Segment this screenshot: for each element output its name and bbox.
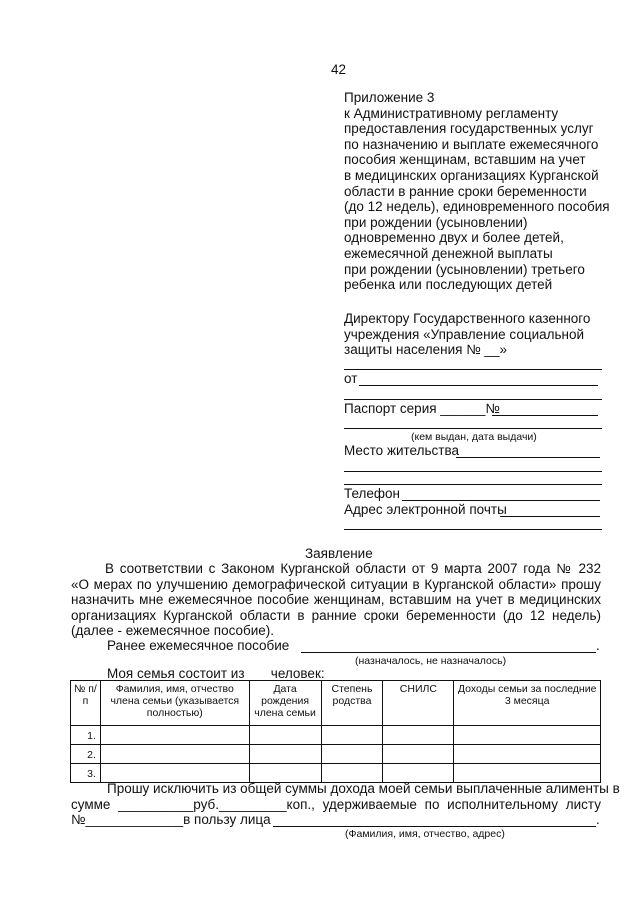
blank-line[interactable]: [344, 399, 602, 400]
paragraph-line: назначить мне ежемесячное пособие женщинам, вставшим на учет в медицинских: [71, 592, 601, 608]
cell-snils[interactable]: [383, 764, 454, 783]
cell-name[interactable]: [100, 726, 249, 745]
appendix-line: ежемесячной денежной выплаты: [344, 245, 553, 261]
cell-birthdate[interactable]: [249, 726, 321, 745]
cell-relation[interactable]: [321, 764, 383, 783]
appendix-line: одновременно двух и более детей,: [344, 230, 564, 246]
cell-relation[interactable]: [321, 745, 383, 764]
col-header-birthdate: Дата рождения члена семьи: [249, 681, 321, 726]
col-header-income: Доходы семьи за последние 3 месяца: [454, 681, 601, 726]
table-row: [71, 764, 601, 783]
appendix-line: в медицинских организациях Курганской: [344, 167, 599, 183]
cell-birthdate[interactable]: [249, 745, 321, 764]
alimony-line: №_____________в пользу лица: [71, 812, 271, 827]
appendix-line: предоставления государственных услуг: [344, 121, 594, 137]
issued-note: (кем выдан, дата выдачи): [411, 431, 537, 443]
earlier-note: (назначалось, не назначалось): [355, 655, 507, 667]
earlier-field[interactable]: [301, 652, 596, 653]
paragraph-line: «О мерах по улучшению демографической ситуации в Курганской области» прошу: [71, 576, 601, 592]
paragraph-line: В соответствии с Законом Курганской области от 9 марта 2007 года № 232: [105, 561, 601, 576]
col-header-name: Фамилия, имя, отчество члена семьи (указывается полностью): [100, 681, 249, 726]
addressee-line: Директору Государственного казенного: [344, 311, 591, 326]
row-number: 2.: [71, 745, 101, 764]
alimony-line: Прошу исключить из общей суммы дохода моей семьи выплаченные алименты в: [107, 781, 620, 796]
appendix-header: [344, 90, 610, 293]
passport-number-field[interactable]: [492, 415, 598, 416]
cell-snils[interactable]: [383, 726, 454, 745]
from-label: от: [344, 371, 358, 386]
paragraph-line: организациях Курганской области в ранние сроки беременности (до 12 недель): [71, 607, 601, 623]
statement-title: Заявление: [305, 546, 373, 561]
cell-income[interactable]: [454, 764, 601, 783]
residence-field[interactable]: [456, 457, 600, 458]
table-row: [71, 726, 601, 745]
statement-paragraph: [71, 561, 601, 639]
cell-name[interactable]: [100, 745, 249, 764]
residence-field-3[interactable]: [344, 484, 602, 485]
beneficiary-note: (Фамилия, имя, отчество, адрес): [345, 828, 505, 840]
appendix-line: Приложение 3: [344, 90, 435, 105]
addressee-line: учреждения «Управление социальной: [344, 326, 585, 342]
family-label: Моя семья состоит из ___человек:: [107, 666, 325, 681]
table-row: [71, 745, 601, 764]
phone-field[interactable]: [402, 500, 600, 501]
appendix-line: по назначению и выплате ежемесячного: [344, 136, 599, 152]
cell-income[interactable]: [454, 745, 601, 764]
appendix-line: пособия женщинам, вставшим на учет: [344, 152, 586, 168]
cell-income[interactable]: [454, 726, 601, 745]
phone-label: Телефон: [344, 486, 401, 501]
appendix-line: при рождении (усыновлении) третьего: [344, 261, 585, 277]
email-field[interactable]: [500, 516, 600, 517]
appendix-line: области в ранние сроки беременности: [344, 183, 587, 199]
cell-name[interactable]: [100, 764, 249, 783]
row-number: 1.: [71, 726, 101, 745]
alimony-line: сумме __________руб._________коп., удерживаемые по исполнительному листу: [71, 796, 601, 812]
col-header-number: № п/п: [71, 681, 101, 726]
email-label: Адрес электронной почты: [344, 502, 507, 517]
col-header-relation: Степень родства: [321, 681, 383, 726]
addressee-line: защиты населения № __»: [344, 342, 507, 358]
alimony-paragraph: [71, 781, 620, 812]
cell-snils[interactable]: [383, 745, 454, 764]
appendix-line: при рождении (усыновлении): [344, 214, 528, 230]
passport-label: Паспорт серия ______№: [344, 401, 500, 416]
from-field[interactable]: [359, 385, 598, 386]
col-header-snils: СНИЛС: [383, 681, 454, 726]
row-number: 3.: [71, 764, 101, 783]
paragraph-line: (далее - ежемесячное пособие).: [71, 623, 275, 639]
appendix-line: к Административному регламенту: [344, 105, 559, 121]
appendix-line: (до 12 недель), единовременного пособия: [344, 199, 610, 215]
table-header-row: [71, 681, 601, 726]
passport-issued-field[interactable]: [344, 428, 602, 429]
email-field-2[interactable]: [344, 529, 602, 530]
page-number: 42: [331, 62, 347, 77]
residence-label: Место жительства: [344, 443, 459, 458]
residence-field-2[interactable]: [344, 471, 602, 472]
appendix-line: ребенка или последующих детей: [344, 277, 553, 293]
addressee: [344, 311, 590, 358]
cell-birthdate[interactable]: [249, 764, 321, 783]
earlier-label: Ранее ежемесячное пособие: [107, 638, 290, 653]
family-table: [70, 680, 601, 783]
beneficiary-field[interactable]: [273, 826, 596, 827]
blank-line[interactable]: [344, 369, 602, 370]
cell-relation[interactable]: [321, 726, 383, 745]
